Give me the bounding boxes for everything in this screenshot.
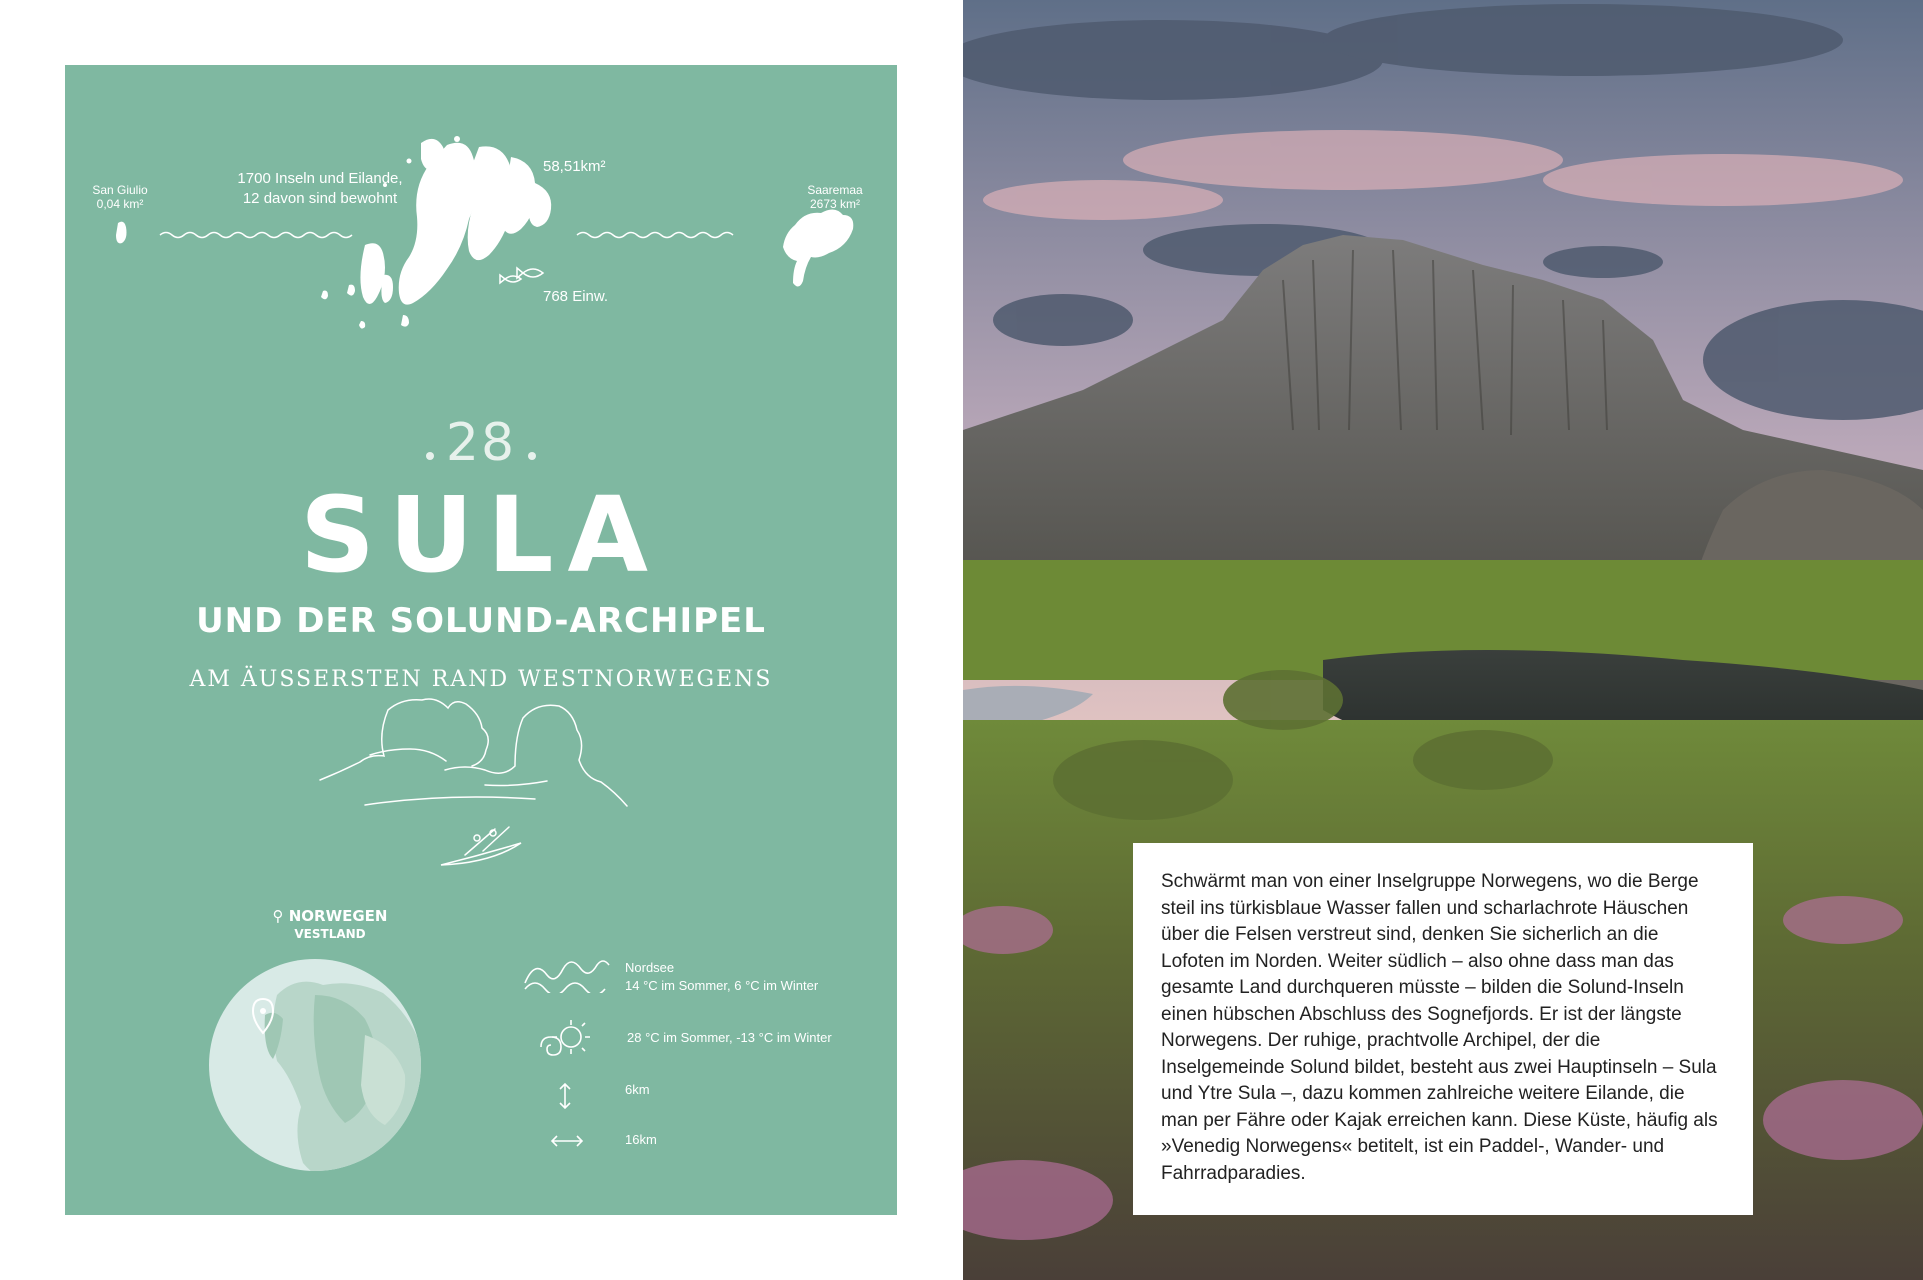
location-pin-icon: ⚲ bbox=[272, 907, 289, 925]
area-value: 58,51km² bbox=[543, 158, 606, 175]
sea-facts bbox=[625, 959, 818, 995]
article-textbox bbox=[1133, 843, 1753, 1215]
chapter-subtitle: UND DER SOLUND-ARCHIPEL bbox=[196, 601, 766, 641]
info-panel bbox=[65, 65, 897, 1215]
right-page bbox=[963, 0, 1923, 1280]
sea-name: Nordsee bbox=[625, 960, 675, 975]
san-giulio-name: San Giulio bbox=[92, 183, 148, 197]
islands-count-line2: 12 davon sind bewohnt bbox=[242, 190, 398, 207]
length-value: 6km bbox=[625, 1082, 650, 1097]
islands-count-line1: 1700 Inseln und Eilande, bbox=[237, 170, 403, 187]
air-temperatures: 28 °C im Sommer, -13 °C im Winter bbox=[627, 1030, 832, 1045]
left-page bbox=[0, 0, 960, 1280]
sun-cloud-icon bbox=[535, 1017, 595, 1061]
rock-drawing bbox=[320, 699, 627, 806]
saaremaa-area: 2673 km² bbox=[809, 197, 861, 211]
population-value: 768 Einw. bbox=[543, 288, 609, 305]
chapter-title: SULA bbox=[299, 474, 663, 596]
map-country: NORWEGEN bbox=[288, 907, 388, 925]
horizontal-arrow-icon bbox=[549, 1131, 585, 1151]
wave-icon bbox=[521, 953, 611, 993]
map-region: VESTLAND bbox=[294, 927, 366, 941]
width-value: 16km bbox=[625, 1132, 657, 1147]
rock-kayak-drawing bbox=[65, 65, 897, 885]
sea-temperatures: 14 °C im Sommer, 6 °C im Winter bbox=[625, 978, 819, 993]
chapter-number-value: 28 bbox=[445, 413, 517, 473]
vertical-arrow-icon bbox=[555, 1081, 575, 1111]
region-map-circle bbox=[205, 955, 425, 1175]
san-giulio-area: 0,04 km² bbox=[96, 197, 144, 211]
article-body: Schwärmt man von einer Inselgruppe Norwegens, wo die Berge steil ins türkisblaue Wasser fallen und scharlachrote Häuschen über die Felsen verstreut sind, denken Sie sicherlich an die Lofoten im Norden. Weiter südlich – also ohne dass man das gesamte Land durchqueren müsste – bilden die Solund-Inseln einen hübschen Abschluss des Sognefjords. Er ist der längste Norwegens. Der ruhige, prachtvolle Archipel, der die Inselgemeinde Solund bildet, besteht aus zwei Hauptinseln – Sula und Ytre Sula –, dazu kommen zahlreiche weitere Eilande, die man per Fähre oder Kajak erreichen kann. Diese Küste, häufig als »Venedig Norwegens« betitelt, ist ein Paddel-, Wander- und Fahrradparadies. bbox=[1161, 871, 1718, 1184]
chapter-tagline: AM ÄUSSERSTEN RAND WESTNORWEGENS bbox=[189, 667, 773, 692]
saaremaa-name: Saaremaa bbox=[807, 183, 863, 197]
map-country-label bbox=[240, 907, 420, 925]
kayak-icon bbox=[441, 827, 521, 865]
